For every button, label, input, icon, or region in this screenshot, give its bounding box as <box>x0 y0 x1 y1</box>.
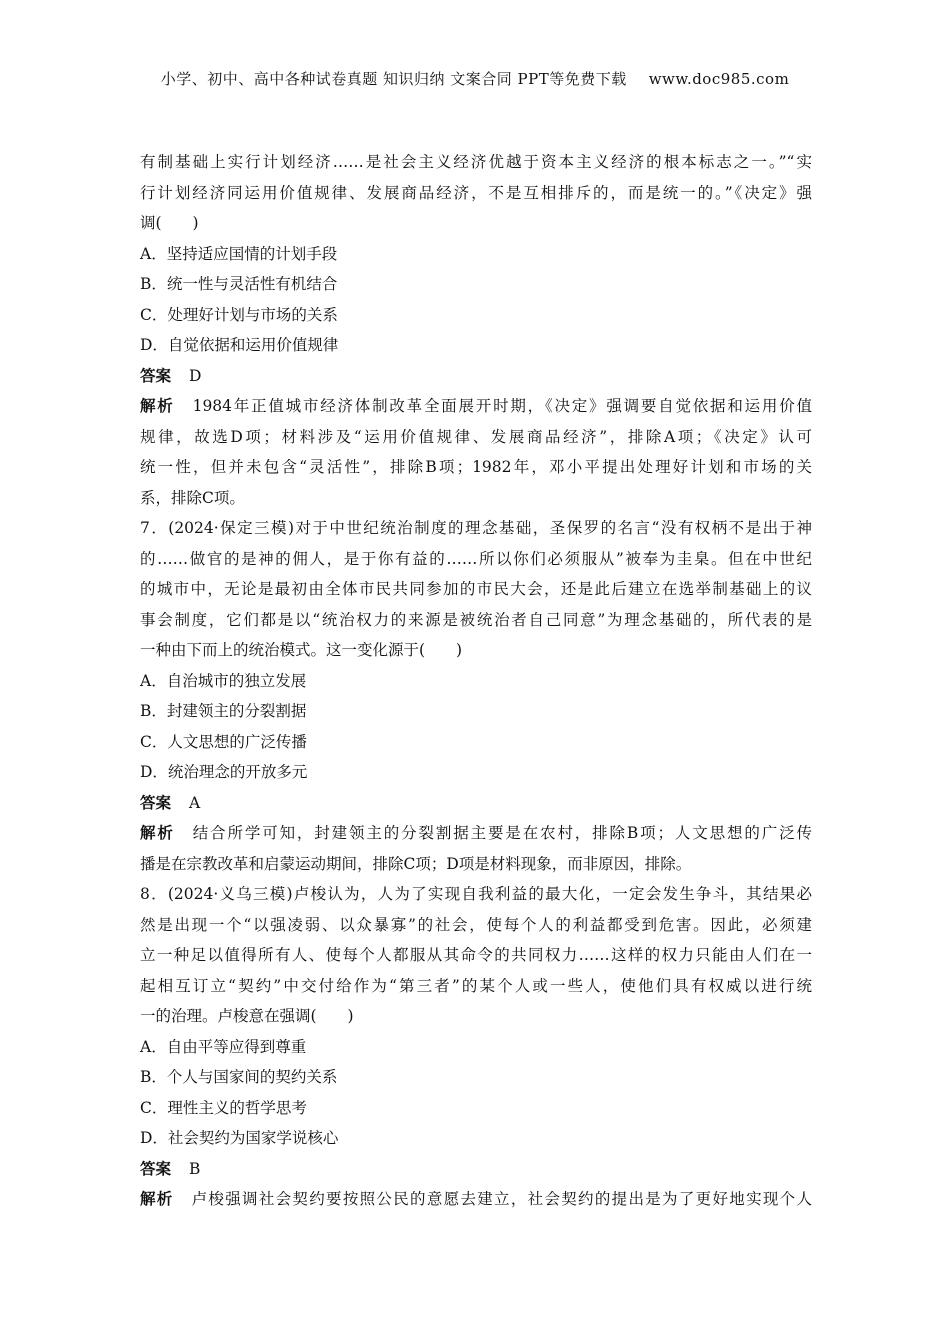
analysis-text: 卢梭强调社会契约要按照公民的意愿去建立，社会契约的提出是为了更好地实现个人 <box>191 1190 812 1208</box>
option-d: D．社会契约为国家学说核心 <box>140 1129 339 1147</box>
option-c: C．理性主义的哲学思考 <box>140 1098 307 1117</box>
analysis-label: 解析 <box>140 823 175 842</box>
analysis-label: 解析 <box>140 1189 174 1208</box>
analysis-line <box>140 818 812 849</box>
answer-value: A <box>189 793 201 812</box>
stem-line: 的……做官的是神的佣人，是于你有益的……所以你们必须服从”被奉为圭臬。但在中世纪 <box>140 549 812 568</box>
option-c: C．处理好计划与市场的关系 <box>140 305 338 324</box>
option-a: A．自由平等应得到尊重 <box>140 1037 307 1056</box>
option-d: D．统治理念的开放多元 <box>140 763 308 781</box>
option-b: B．统一性与灵活性有机结合 <box>140 275 338 293</box>
analysis-line <box>140 391 812 422</box>
answer-row <box>140 788 812 819</box>
option-b: B．个人与国家间的契约关系 <box>140 1068 338 1086</box>
answer-value: D <box>189 366 202 385</box>
analysis-line: 系，排除C项。 <box>140 488 245 507</box>
header-site[interactable]: www.doc985.com <box>648 70 790 88</box>
option-c: C．人文思想的广泛传播 <box>140 732 307 751</box>
option-a: A．自治城市的独立发展 <box>140 671 307 690</box>
answer-value: B <box>189 1159 201 1178</box>
stem-line: 一种由下而上的统治模式。这一变化源于( ) <box>140 641 463 659</box>
analysis-label: 解析 <box>140 396 175 415</box>
option-a: A．坚持适应国情的计划手段 <box>140 244 338 263</box>
stem-line: 有制基础上实行计划经济……是社会主义经济优越于资本主义经济的根本标志之一。”“实 <box>140 153 812 171</box>
analysis-line: 统一性，但并未包含“灵活性”，排除B项；1982年，邓小平提出处理好计划和市场的关 <box>140 458 812 476</box>
analysis-text: 结合所学可知，封建领主的分裂割据主要是在农村，排除B项；人文思想的广泛传 <box>192 824 812 842</box>
answer-label: 答案 <box>140 792 172 812</box>
option-b: B．封建领主的分裂割据 <box>140 702 307 720</box>
question-6 <box>140 147 812 513</box>
question-8 <box>140 879 812 1215</box>
analysis-line: 播是在宗教改革和启蒙运动期间，排除C项；D项是材料现象，而非原因，排除。 <box>140 854 692 873</box>
analysis-line: 规律，故选D项；材料涉及“运用价值规律、发展商品经济”，排除A项；《决定》认可 <box>140 427 812 446</box>
stem-line: 立一种足以值得所有人、使每个人都服从其命令的共同权力……这样的权力只能由人们在一 <box>140 946 812 964</box>
option-d: D．自觉依据和运用价值规律 <box>140 336 339 354</box>
stem-line: 事会制度，它们都是以“统治权力的来源是被统治者自己同意”为理念基础的，所代表的是 <box>140 610 812 629</box>
document-body <box>140 147 812 1215</box>
answer-row <box>140 1154 812 1185</box>
stem-line: 行计划经济同运用价值规律、发展商品经济，不是互相排斥的，而是统一的。”《决定》强 <box>140 183 812 202</box>
stem-line: 一的治理。卢梭意在强调( ) <box>140 1007 354 1025</box>
stem-line: 然是出现一个“以强凌弱、以众暴寡”的社会，使每个人的利益都受到危害。因此，必须建 <box>140 915 812 934</box>
stem-line: 7．(2024·保定三模)对于中世纪统治制度的理念基础，圣保罗的名言“没有权柄不是出于神 <box>140 519 812 537</box>
stem-line: 的城市中，无论是最初由全体市民共同参加的市民大会，还是此后建立在选举制基础上的议 <box>140 580 812 598</box>
stem-line: 起相互订立“契约”中交付给作为“第三者”的某个人或一些人，使他们具有权威以进行统 <box>140 976 812 995</box>
stem-line: 8．(2024·义乌三模)卢梭认为，人为了实现自我利益的最大化，一定会发生争斗，其结果必 <box>140 885 812 903</box>
analysis-text: 1984年正值城市经济体制改革全面展开时期，《决定》强调要自觉依据和运用价值 <box>192 397 812 415</box>
stem-line: 调( ) <box>140 214 199 232</box>
header-slogan: 小学、初中、高中各种试卷真题 知识归纳 文案合同 PPT等免费下载 <box>160 70 627 88</box>
answer-label: 答案 <box>140 1158 172 1178</box>
question-7 <box>140 513 812 879</box>
answer-row <box>140 361 812 392</box>
analysis-line <box>140 1184 812 1215</box>
answer-label: 答案 <box>140 365 172 385</box>
page-header <box>0 68 950 89</box>
